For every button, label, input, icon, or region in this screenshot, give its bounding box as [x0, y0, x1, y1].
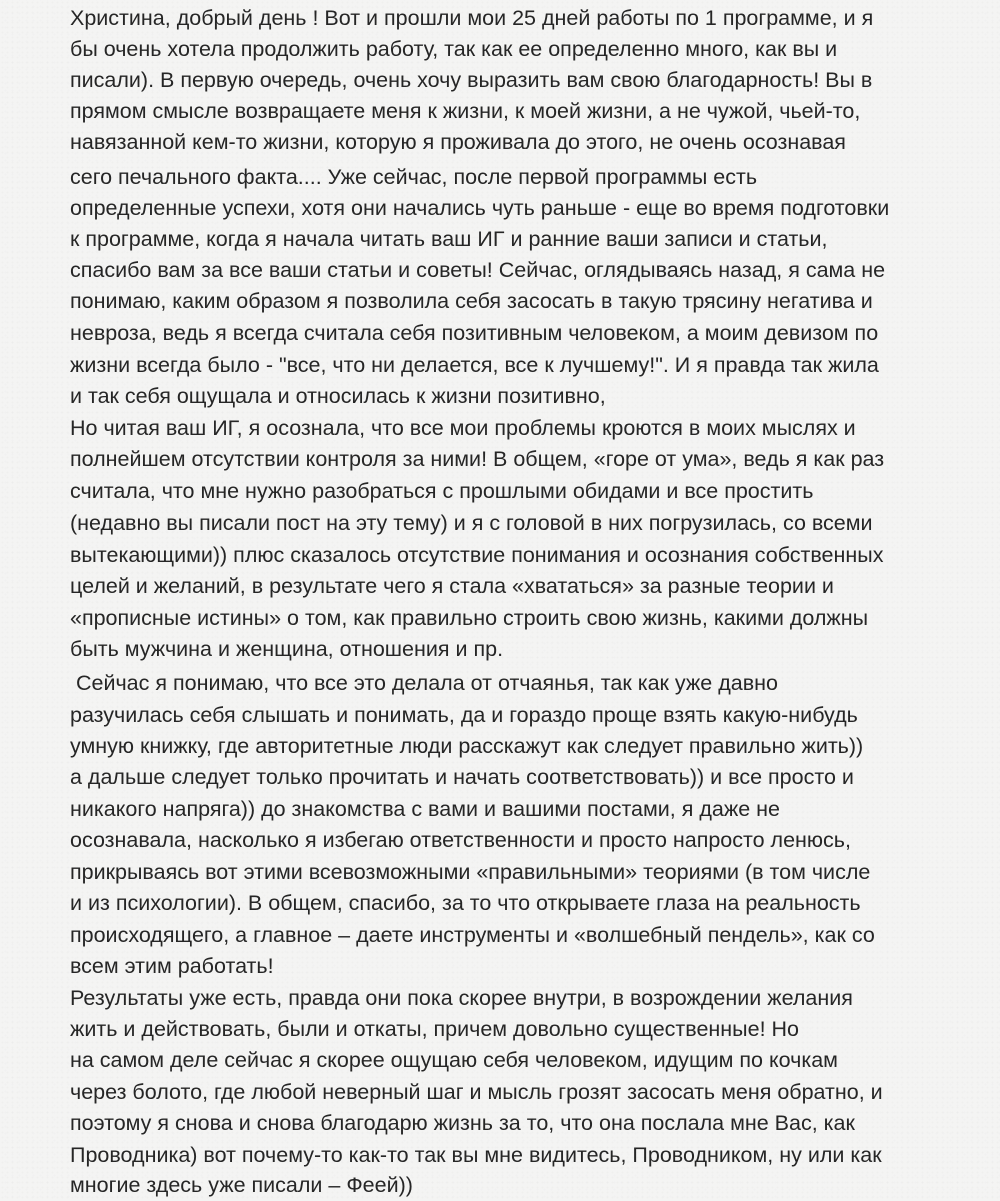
text-line: и из психологии). В общем, спасибо, за то что открываете глаза на реальность — [70, 891, 861, 915]
text-line: через болото, где любой неверный шаг и мысль грозят засосать меня обратно, и — [70, 1080, 883, 1104]
text-line: жизни всегда было - "все, что ни делается, все к лучшему!". И я правда так жила — [70, 353, 879, 377]
text-line: прямом смысле возвращаете меня к жизни, к моей жизни, а не чужой, чьей-то, — [70, 99, 861, 123]
text-line: спасибо вам за все ваши статьи и советы! Сейчас, оглядываясь назад, я сама не — [70, 258, 886, 282]
text-line: писали). В первую очередь, очень хочу выразить вам свою благодарность! Вы в — [70, 68, 873, 92]
text-line: разучилась себя слышать и понимать, да и гораздо проще взять какую-нибудь — [70, 703, 858, 727]
text-line: полнейшем отсутствии контроля за ними! В общем, «горе от ума», ведь я как раз — [70, 447, 885, 471]
text-line: Сейчас я понимаю, что все это делала от отчаянья, так как уже давно — [70, 671, 778, 695]
text-line: всем этим работать! — [70, 954, 274, 978]
text-line: Результаты уже есть, правда они пока скорее внутри, в возрождении желания — [70, 986, 853, 1010]
text-line: происходящего, а главное – даете инструменты и «волшебный пендель», как со — [70, 923, 875, 947]
text-line: жить и действовать, были и откаты, причем довольно существенные! Но — [70, 1017, 799, 1041]
text-line: целей и желаний, в результате чего я стала «хвататься» за разные теории и — [70, 574, 834, 598]
text-line: умную книжку, где авторитетные люди расскажут как следует правильно жить)) — [70, 734, 864, 758]
text-line: а дальше следует только прочитать и начать соответствовать)) и все просто и — [70, 765, 854, 789]
text-line: понимаю, каким образом я позволила себя засосать в такую трясину негатива и — [70, 289, 873, 313]
text-line: считала, что мне нужно разобраться с прошлыми обидами и все простить — [70, 479, 814, 503]
text-line: прикрываясь вот этими всевозможными «правильными» теориями (в том числе — [70, 860, 871, 884]
text-line: никакого напряга)) до знакомства с вами и вашими постами, я даже не — [70, 797, 781, 821]
text-line: на самом деле сейчас я скорее ощущаю себя человеком, идущим по кочкам — [70, 1048, 838, 1072]
text-line: невроза, ведь я всегда считала себя позитивным человеком, а моим девизом по — [70, 321, 879, 345]
text-line: быть мужчина и женщина, отношения и пр. — [70, 637, 504, 661]
text-line: и так себя ощущала и относилась к жизни позитивно, — [70, 384, 606, 408]
text-line: к программе, когда я начала читать ваш ИГ и ранние ваши записи и статьи, — [70, 227, 828, 251]
text-line: осознавала, насколько я избегаю ответственности и просто напросто ленюсь, — [70, 828, 851, 852]
text-line: Проводника) вот почему-то как-то так вы мне видитесь, Проводником, ну или как — [70, 1143, 882, 1167]
text-line: определенные успехи, хотя они начались чуть раньше - еще во время подготовки — [70, 196, 890, 220]
text-line: поэтому я снова и снова благодарю жизнь за то, что она послала мне Вас, как — [70, 1111, 855, 1135]
text-line: бы очень хотела продолжить работу, так как ее определенно много, как вы и — [70, 37, 838, 61]
text-line: Но читая ваш ИГ, я осознала, что все мои проблемы кроются в моих мыслях и — [70, 416, 856, 440]
text-line: «прописные истины» о том, как правильно строить свою жизнь, какими должны — [70, 606, 869, 630]
text-line: навязанной кем-то жизни, которую я проживала до этого, не очень осознавая — [70, 130, 846, 154]
text-line: вытекающими)) плюс сказалось отсутствие понимания и осознания собственных — [70, 543, 884, 567]
text-line: сего печального факта.... Уже сейчас, после первой программы есть — [70, 165, 758, 189]
text-line: многие здесь уже писали – Феей)) — [70, 1173, 413, 1197]
text-line: (недавно вы писали пост на эту тему) и я с головой в них погрузилась, со всеми — [70, 511, 873, 535]
text-line: Христина, добрый день ! Вот и прошли мои 25 дней работы по 1 программе, и я — [70, 6, 874, 30]
